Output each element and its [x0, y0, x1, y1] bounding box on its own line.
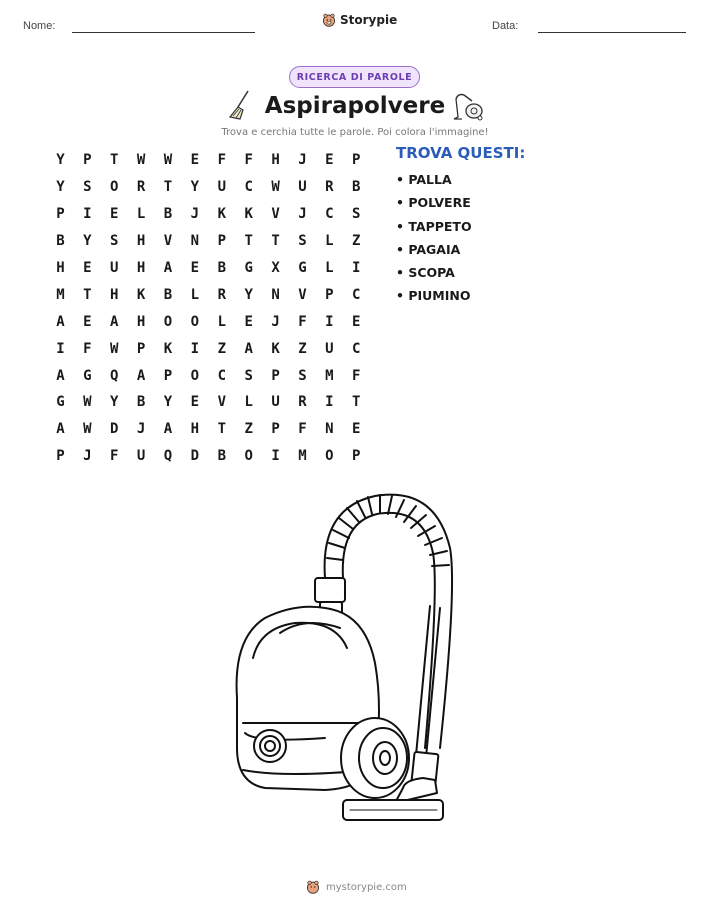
grid-row — [47, 389, 370, 416]
grid-letter[interactable]: M — [325, 367, 334, 384]
grid-letter[interactable]: I — [325, 394, 334, 411]
grid-letter[interactable]: N — [190, 233, 200, 250]
grid-letter[interactable]: G — [244, 260, 253, 276]
grid-letter[interactable]: G — [83, 367, 92, 384]
grid-letter[interactable]: P — [217, 233, 226, 250]
grid-letter[interactable]: V — [271, 206, 280, 223]
grid-letter[interactable]: C — [352, 340, 361, 357]
grid-letter[interactable]: P — [352, 448, 361, 465]
grid-letter[interactable]: Z — [298, 340, 307, 357]
grid-letter[interactable]: I — [352, 260, 361, 276]
grid-letter[interactable]: V — [217, 394, 226, 411]
grid-letter[interactable]: R — [217, 286, 226, 303]
grid-letter[interactable]: A — [56, 367, 65, 384]
grid-letter[interactable]: E — [190, 394, 200, 411]
grid-letter[interactable]: A — [163, 260, 173, 276]
grid-row — [47, 443, 370, 470]
word-item: • PALLA — [396, 172, 452, 187]
grid-letter[interactable]: K — [271, 340, 280, 357]
word-list-title: TROVA QUESTI: — [396, 144, 526, 162]
grid-letter[interactable]: H — [190, 421, 200, 438]
grid-letter[interactable]: H — [56, 260, 65, 276]
grid-letter[interactable]: Y — [83, 233, 92, 250]
grid-letter[interactable]: A — [110, 313, 119, 330]
storypie-logo-icon — [306, 880, 320, 894]
grid-letter[interactable]: Z — [352, 233, 361, 250]
grid-row — [47, 281, 370, 308]
grid-letter[interactable]: G — [298, 260, 307, 276]
grid-letter[interactable]: Y — [190, 179, 200, 196]
grid-letter[interactable]: J — [271, 313, 280, 330]
grid-letter[interactable]: U — [298, 179, 307, 196]
vacuum-icon — [452, 91, 486, 121]
grid-letter[interactable]: I — [325, 313, 334, 330]
grid-letter[interactable]: Y — [244, 286, 253, 303]
grid-letter[interactable]: P — [56, 206, 65, 223]
grid-letter[interactable]: P — [352, 152, 361, 169]
grid-letter[interactable]: R — [136, 179, 146, 196]
grid-letter[interactable]: O — [190, 367, 200, 384]
grid-letter[interactable]: V — [163, 233, 173, 250]
grid-letter[interactable]: K — [136, 286, 146, 303]
grid-letter[interactable]: N — [325, 421, 334, 438]
grid-letter[interactable]: W — [136, 152, 146, 169]
grid-letter[interactable]: H — [110, 286, 119, 303]
grid-letter[interactable]: B — [56, 233, 65, 250]
grid-letter[interactable]: E — [352, 313, 361, 330]
grid-row — [47, 228, 370, 255]
grid-letter[interactable]: B — [163, 206, 173, 223]
grid-letter[interactable]: A — [56, 313, 65, 330]
grid-row — [47, 416, 370, 443]
grid-letter[interactable]: H — [136, 233, 146, 250]
grid-letter[interactable]: S — [298, 233, 307, 250]
grid-letter[interactable]: E — [352, 421, 361, 438]
date-label: Data: — [492, 20, 519, 32]
grid-letter[interactable]: T — [83, 286, 92, 303]
grid-letter[interactable]: K — [217, 206, 226, 223]
grid-row — [47, 255, 370, 282]
grid-letter[interactable]: C — [244, 179, 253, 196]
grid-row — [47, 335, 370, 362]
grid-letter[interactable]: O — [244, 448, 253, 465]
grid-letter[interactable]: G — [56, 394, 65, 411]
grid-letter[interactable]: Q — [110, 367, 119, 384]
word-item: • PAGAIA — [396, 241, 461, 257]
grid-row — [47, 174, 370, 201]
grid-letter[interactable]: P — [136, 340, 146, 357]
word-search-grid — [47, 147, 370, 470]
grid-letter[interactable]: K — [163, 340, 173, 357]
grid-letter[interactable]: E — [190, 260, 200, 276]
grid-row — [47, 201, 370, 228]
grid-letter[interactable]: T — [163, 179, 173, 196]
grid-letter[interactable]: C — [325, 206, 334, 223]
grid-letter[interactable]: E — [83, 313, 92, 330]
grid-letter[interactable]: U — [271, 394, 280, 411]
grid-letter[interactable]: B — [163, 286, 173, 303]
grid-letter[interactable]: E — [244, 313, 253, 330]
word-item: • PIUMINO — [396, 288, 471, 304]
grid-letter[interactable]: B — [136, 394, 146, 411]
grid-letter[interactable]: K — [244, 206, 253, 223]
grid-letter[interactable]: S — [244, 367, 253, 384]
grid-letter[interactable]: E — [83, 260, 92, 276]
word-list — [396, 144, 525, 312]
vacuum-cleaner-illustration[interactable] — [225, 488, 475, 848]
grid-letter[interactable]: R — [325, 179, 334, 196]
grid-letter[interactable]: W — [163, 152, 173, 169]
grid-letter[interactable]: F — [83, 340, 92, 357]
grid-letter[interactable]: F — [352, 367, 361, 384]
grid-letter[interactable]: I — [83, 206, 92, 223]
date-line[interactable] — [538, 32, 686, 33]
grid-letter[interactable]: B — [217, 448, 226, 465]
grid-letter[interactable]: U — [325, 340, 334, 357]
grid-letter[interactable]: B — [217, 260, 226, 276]
grid-letter[interactable]: C — [352, 286, 361, 303]
grid-letter[interactable]: L — [217, 313, 226, 330]
grid-letter[interactable]: V — [298, 286, 307, 303]
grid-letter[interactable]: U — [136, 448, 146, 465]
grid-letter[interactable]: W — [271, 179, 280, 196]
grid-letter[interactable]: P — [163, 367, 173, 384]
grid-letter[interactable]: P — [83, 152, 92, 169]
grid-letter[interactable]: L — [325, 260, 334, 276]
brand — [322, 13, 397, 27]
grid-letter[interactable]: S — [83, 179, 92, 196]
name-label: Nome: — [23, 20, 56, 32]
grid-letter[interactable]: T — [271, 233, 280, 250]
grid-letter[interactable]: W — [83, 421, 92, 438]
grid-letter[interactable]: Y — [56, 179, 65, 196]
grid-letter[interactable]: I — [190, 340, 200, 357]
grid-letter[interactable]: F — [110, 448, 119, 465]
grid-letter[interactable]: F — [298, 421, 307, 438]
grid-letter[interactable]: J — [298, 206, 307, 223]
grid-letter[interactable]: Y — [110, 394, 119, 411]
grid-letter[interactable]: A — [56, 421, 65, 438]
grid-letter[interactable]: W — [110, 340, 119, 357]
grid-letter[interactable]: D — [190, 448, 200, 465]
footer — [306, 880, 407, 894]
grid-letter[interactable]: J — [190, 206, 200, 223]
grid-letter[interactable]: P — [271, 367, 280, 384]
grid-letter[interactable]: A — [244, 340, 253, 357]
grid-letter[interactable]: P — [271, 421, 280, 438]
page-title: Aspirapolvere — [264, 93, 446, 119]
grid-letter[interactable]: T — [217, 421, 226, 438]
grid-letter[interactable]: O — [163, 313, 173, 330]
grid-row — [47, 147, 370, 174]
grid-letter[interactable]: Y — [56, 152, 65, 169]
grid-letter[interactable]: S — [110, 233, 119, 250]
grid-letter[interactable]: T — [352, 394, 361, 411]
grid-letter[interactable]: R — [298, 394, 307, 411]
grid-letter[interactable]: E — [110, 206, 119, 223]
grid-letter[interactable]: H — [136, 313, 146, 330]
word-item: • SCOPA — [396, 265, 455, 281]
grid-letter[interactable]: O — [325, 448, 334, 465]
grid-letter[interactable]: M — [298, 448, 307, 465]
grid-letter[interactable]: J — [136, 421, 146, 438]
grid-row — [47, 308, 370, 335]
grid-letter[interactable]: Z — [217, 340, 226, 357]
grid-letter[interactable]: F — [298, 313, 307, 330]
grid-row — [47, 362, 370, 389]
grid-letter[interactable]: F — [244, 152, 253, 169]
category-badge: RICERCA DI PAROLE — [289, 66, 420, 88]
grid-letter[interactable]: I — [271, 448, 280, 465]
grid-letter[interactable]: E — [325, 152, 334, 169]
grid-letter[interactable]: Q — [163, 448, 173, 465]
grid-letter[interactable]: P — [56, 448, 65, 465]
grid-letter[interactable]: Y — [163, 394, 173, 411]
grid-letter[interactable]: L — [244, 394, 253, 411]
grid-letter[interactable]: P — [325, 286, 334, 303]
grid-letter[interactable]: X — [271, 260, 280, 276]
instructions: Trova e cerchia tutte le parole. Poi colora l'immagine! — [221, 127, 489, 138]
grid-letter[interactable]: T — [110, 152, 119, 169]
grid-letter[interactable]: Z — [244, 421, 253, 438]
grid-letter[interactable]: D — [110, 421, 119, 438]
grid-letter[interactable]: E — [190, 152, 200, 169]
grid-letter[interactable]: L — [190, 286, 200, 303]
brand-name: Storypie — [340, 13, 398, 27]
grid-letter[interactable]: B — [352, 179, 361, 196]
storypie-logo-icon — [322, 13, 336, 27]
grid-letter[interactable]: O — [190, 313, 200, 330]
grid-letter[interactable]: A — [136, 367, 146, 384]
grid-letter[interactable]: C — [217, 367, 226, 384]
grid-letter[interactable]: U — [217, 179, 226, 196]
grid-letter[interactable]: T — [244, 233, 253, 250]
grid-letter[interactable]: A — [163, 421, 173, 438]
grid-letter[interactable]: H — [271, 152, 280, 169]
grid-letter[interactable]: L — [325, 233, 334, 250]
grid-letter[interactable]: N — [271, 286, 280, 303]
word-item: • POLVERE — [396, 195, 471, 211]
grid-letter[interactable]: H — [136, 260, 146, 276]
name-line[interactable] — [72, 32, 255, 33]
grid-letter[interactable]: L — [136, 206, 146, 223]
word-item: • TAPPETO — [396, 218, 472, 234]
grid-letter[interactable]: S — [298, 367, 307, 384]
footer-url[interactable]: mystorypie.com — [326, 881, 407, 893]
grid-letter[interactable]: M — [56, 286, 65, 303]
grid-letter[interactable]: J — [298, 152, 307, 169]
grid-letter[interactable]: J — [83, 448, 92, 465]
grid-letter[interactable]: I — [56, 340, 65, 357]
grid-letter[interactable]: U — [110, 260, 119, 276]
grid-letter[interactable]: W — [83, 394, 92, 411]
grid-letter[interactable]: F — [217, 152, 226, 169]
grid-letter[interactable]: O — [110, 179, 119, 196]
grid-letter[interactable]: S — [352, 206, 361, 223]
